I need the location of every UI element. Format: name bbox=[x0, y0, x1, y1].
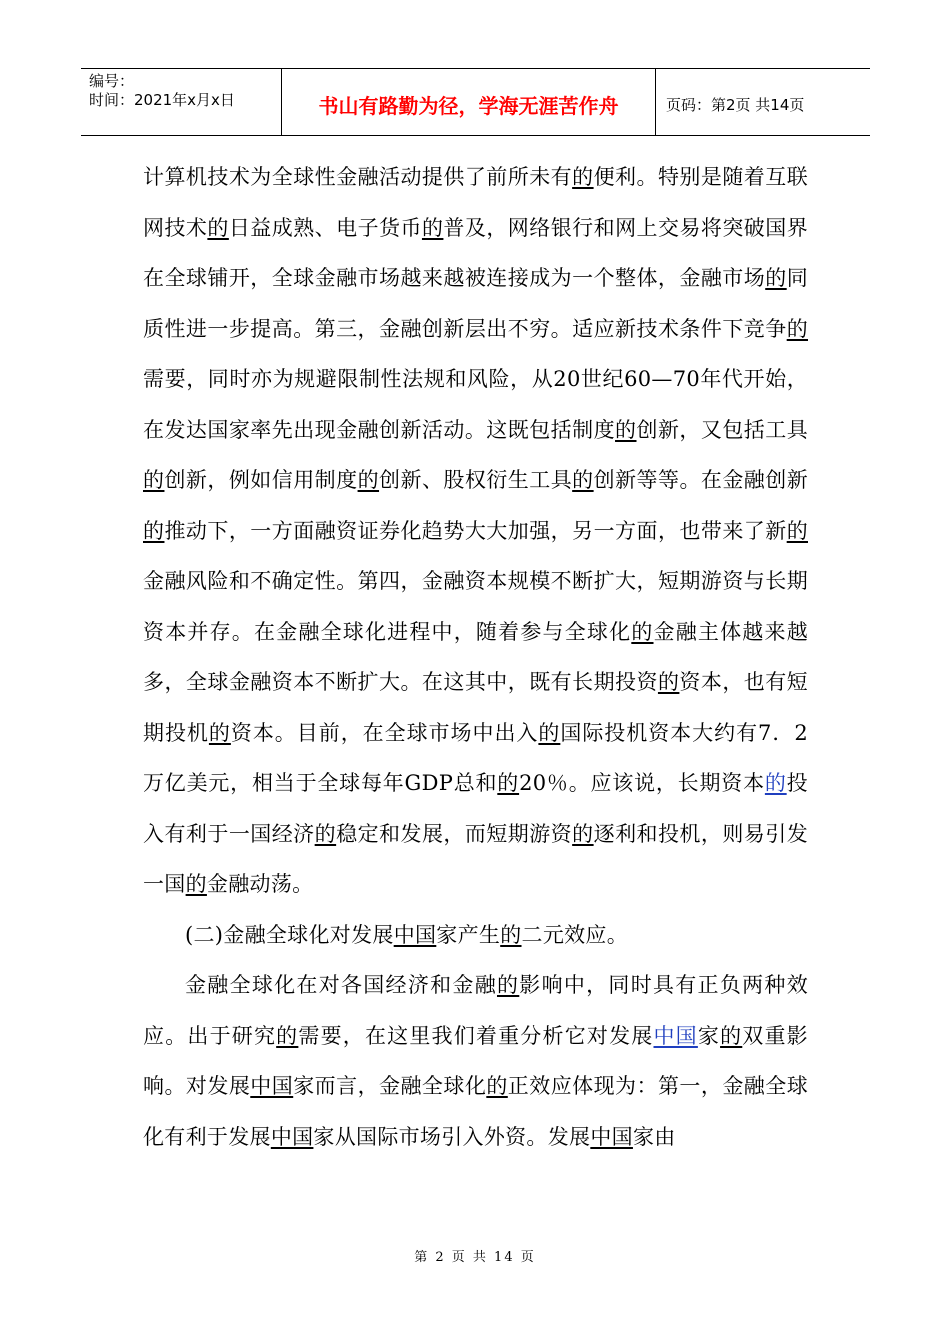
underlined-text: 的 bbox=[357, 468, 380, 492]
text-run: 创新、股权衍生工具 bbox=[379, 468, 573, 492]
underlined-text: 的 bbox=[314, 821, 337, 846]
text-run: 金融动荡。 bbox=[206, 872, 314, 896]
underlined-text: 的 bbox=[572, 165, 594, 189]
text-run: 推动下，一方面融资证券化趋势大大加强，另一方面，也带来了新 bbox=[164, 518, 787, 543]
header-motto: 书山有路勤为径，学海无涯苦作舟 bbox=[282, 69, 656, 135]
text-run: 20％。应该说，长期资本 bbox=[519, 771, 765, 795]
text-run: 金融全球化在对各国经济和金融 bbox=[185, 973, 497, 997]
document-body bbox=[143, 152, 808, 1162]
text-run: 家 bbox=[697, 1023, 721, 1048]
text-run: (二)金融全球化对发展 bbox=[185, 922, 394, 947]
hyperlink-text[interactable]: 的 bbox=[764, 771, 787, 795]
text-run: 影响中，同时具有正负两种效应。出于研究 bbox=[143, 973, 808, 1048]
text-run: 日益成熟、电子货币 bbox=[228, 215, 422, 240]
hyperlink-text[interactable]: 中国 bbox=[653, 1023, 698, 1048]
text-run: 国际投机资本大约有7．2万亿美元，相当于全球每年GDP总和 bbox=[143, 720, 808, 795]
paragraph-1 bbox=[143, 152, 808, 910]
underlined-text: 的 bbox=[657, 670, 680, 694]
underlined-text: 的 bbox=[500, 922, 522, 947]
text-run: 正效应体现为：第一，金融全球化有利于发展 bbox=[143, 1074, 809, 1149]
underlined-text: 的 bbox=[208, 720, 231, 745]
underlined-text: 中国 bbox=[250, 1074, 294, 1098]
paragraph-2-heading bbox=[143, 910, 808, 961]
text-run: 逐利和投机，则易引发一国 bbox=[143, 821, 809, 896]
underlined-text: 的 bbox=[615, 417, 637, 442]
text-run: 资本，也有短期投机 bbox=[143, 670, 808, 745]
text-run: 家由 bbox=[632, 1124, 676, 1149]
underlined-text: 的 bbox=[786, 316, 808, 341]
text-run: 双重影响。对发展 bbox=[143, 1023, 808, 1098]
underlined-text: 的 bbox=[786, 518, 808, 543]
text-run: 同质性进一步提高。第三，金融创新层出不穷。适应新技术条件下竞争 bbox=[143, 266, 808, 341]
text-run: 家产生 bbox=[436, 922, 501, 947]
underlined-text: 的 bbox=[276, 1023, 299, 1048]
text-run: 计算机技术为全球性金融活动提供了前所未有 bbox=[143, 165, 573, 189]
underlined-text: 的 bbox=[143, 518, 165, 543]
text-run: 创新等等。在金融创新 bbox=[593, 468, 809, 492]
text-run: 普及，网络银行和网上交易将突破国界在全球铺开，全球金融市场越来越被连接成为一个整体，金融市场 bbox=[143, 215, 809, 290]
text-run: 创新，又包括工具 bbox=[636, 417, 808, 442]
underlined-text: 中国 bbox=[393, 922, 437, 947]
underlined-text: 的 bbox=[765, 266, 787, 290]
paragraph-3 bbox=[143, 960, 808, 1162]
underlined-text: 中国 bbox=[590, 1124, 633, 1149]
number-label: 编号： bbox=[89, 72, 135, 90]
time-label: 时间：2021年x月x日 bbox=[89, 91, 235, 109]
underlined-text: 的 bbox=[207, 215, 229, 240]
text-run: 稳定和发展，而短期游资 bbox=[336, 821, 573, 846]
underlined-text: 中国 bbox=[270, 1124, 314, 1149]
underlined-text: 的 bbox=[538, 720, 561, 745]
underlined-text: 的 bbox=[572, 821, 594, 846]
text-run: 金融风险和不确定性。第四，金融资本规模不断扩大，短期游资与长期资本并存。在金融全球化进程中，随着参与全球化 bbox=[143, 569, 808, 644]
document-header bbox=[81, 68, 870, 136]
underlined-text: 的 bbox=[720, 1023, 743, 1048]
underlined-text: 的 bbox=[497, 771, 520, 795]
underlined-text: 的 bbox=[631, 619, 654, 644]
text-run: 二元效应。 bbox=[521, 922, 629, 947]
text-run: 资本。目前，在全球市场中出入 bbox=[230, 720, 539, 745]
text-run: 家从国际市场引入外资。发展 bbox=[313, 1124, 591, 1149]
text-run: 家而言，金融全球化 bbox=[293, 1074, 487, 1098]
underlined-text: 的 bbox=[572, 468, 594, 492]
page-footer: 第 2 页 共 14 页 bbox=[414, 1250, 536, 1265]
text-run: 需要，同时亦为规避限制性法规和风险，从20世纪60—70年代开始，在发达国家率先出现金融创新活动。这既包括制度 bbox=[143, 367, 808, 442]
underlined-text: 的 bbox=[143, 468, 165, 492]
header-meta-cell bbox=[81, 69, 282, 135]
text-run: 投入有利于一国经济 bbox=[143, 771, 808, 846]
text-run: 便利。特别是随着互联网技术 bbox=[143, 165, 808, 240]
header-page-info: 页码：第2页 共14页 bbox=[666, 95, 805, 114]
underlined-text: 的 bbox=[421, 215, 444, 240]
text-run: 创新，例如信用制度 bbox=[164, 468, 358, 492]
underlined-text: 的 bbox=[185, 872, 207, 896]
underlined-text: 的 bbox=[496, 973, 520, 997]
text-run: 需要，在这里我们着重分析它对发展 bbox=[298, 1023, 654, 1048]
underlined-text: 的 bbox=[486, 1074, 508, 1098]
text-run: 金融主体越来越多，全球金融资本不断扩大。在这其中，既有长期投资 bbox=[143, 619, 808, 694]
